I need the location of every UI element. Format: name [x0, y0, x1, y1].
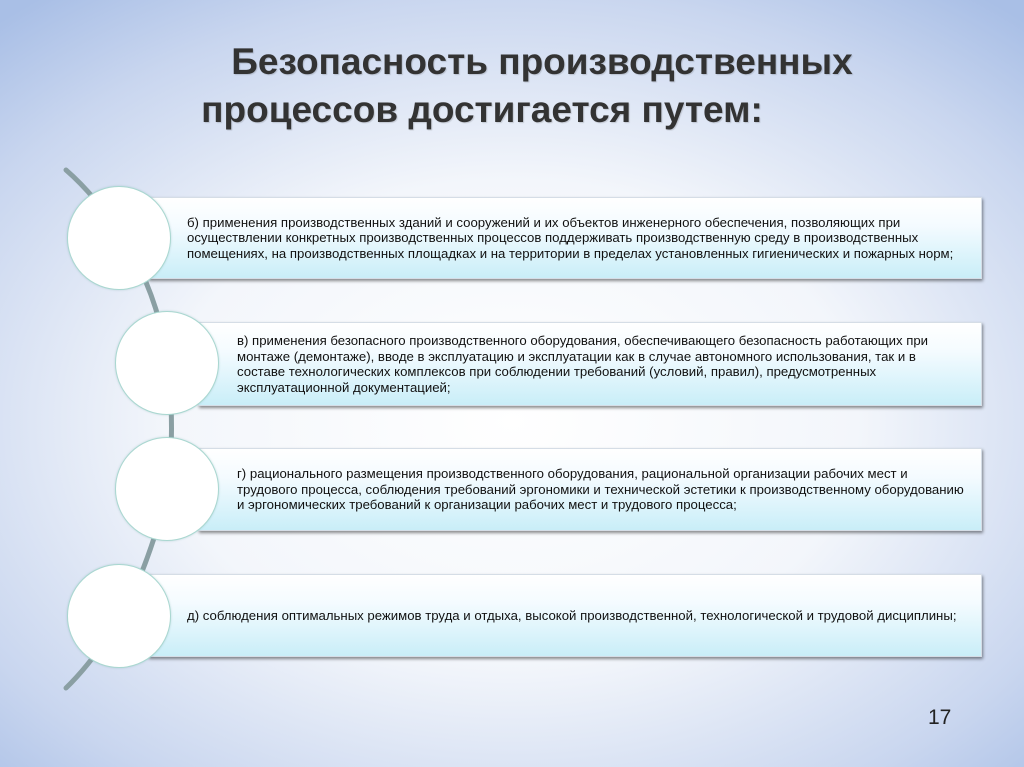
list-item-circle-2 [115, 311, 219, 415]
list-item-box-1 [148, 197, 982, 279]
slide-title-line-1: Безопасность производственных [231, 41, 853, 82]
list-item-box-4 [148, 574, 982, 657]
list-item-text-3: г) рационального размещения производственного оборудования, рациональной организации рабочих мест и трудового процесса, соблюдения требований эргономики и технической эстетики к производственному оборудованию и эргономических требований к организации рабочих мест и трудового процесса; [237, 466, 964, 513]
list-item-box-3 [198, 448, 982, 531]
list-item-circle-1 [67, 186, 171, 290]
list-item-text-1: б) применения производственных зданий и сооружений и их объектов инженерного обеспечения, позволяющих при осуществлении конкретных производственных процессов поддерживать производственную среду в производственных помещениях, на производственных площадках и на территории в пределах установленных гигиенических и пожарных норм; [187, 214, 954, 261]
list-item-text-2: в) применения безопасного производственного оборудования, обеспечивающего безопасность работающих при монтаже (демонтаже), вводе в эксплуатацию и эксплуатации как в случае автономного использования, так и в составе технологических комплексов при соблюдении требований (условий, правил), предусмотренных эксплуатационной документацией; [237, 333, 929, 395]
list-item-circle-3 [115, 437, 219, 541]
list-item-box-2 [198, 322, 982, 406]
slide-title-line-2: процессов достигается путем: [201, 89, 763, 130]
list-item-circle-4 [67, 564, 171, 668]
list-item-text-4: д) соблюдения оптимальных режимов труда и отдыха, высокой производственной, технологической и трудовой дисциплины; [187, 607, 957, 623]
page-number: 17 [928, 706, 952, 729]
